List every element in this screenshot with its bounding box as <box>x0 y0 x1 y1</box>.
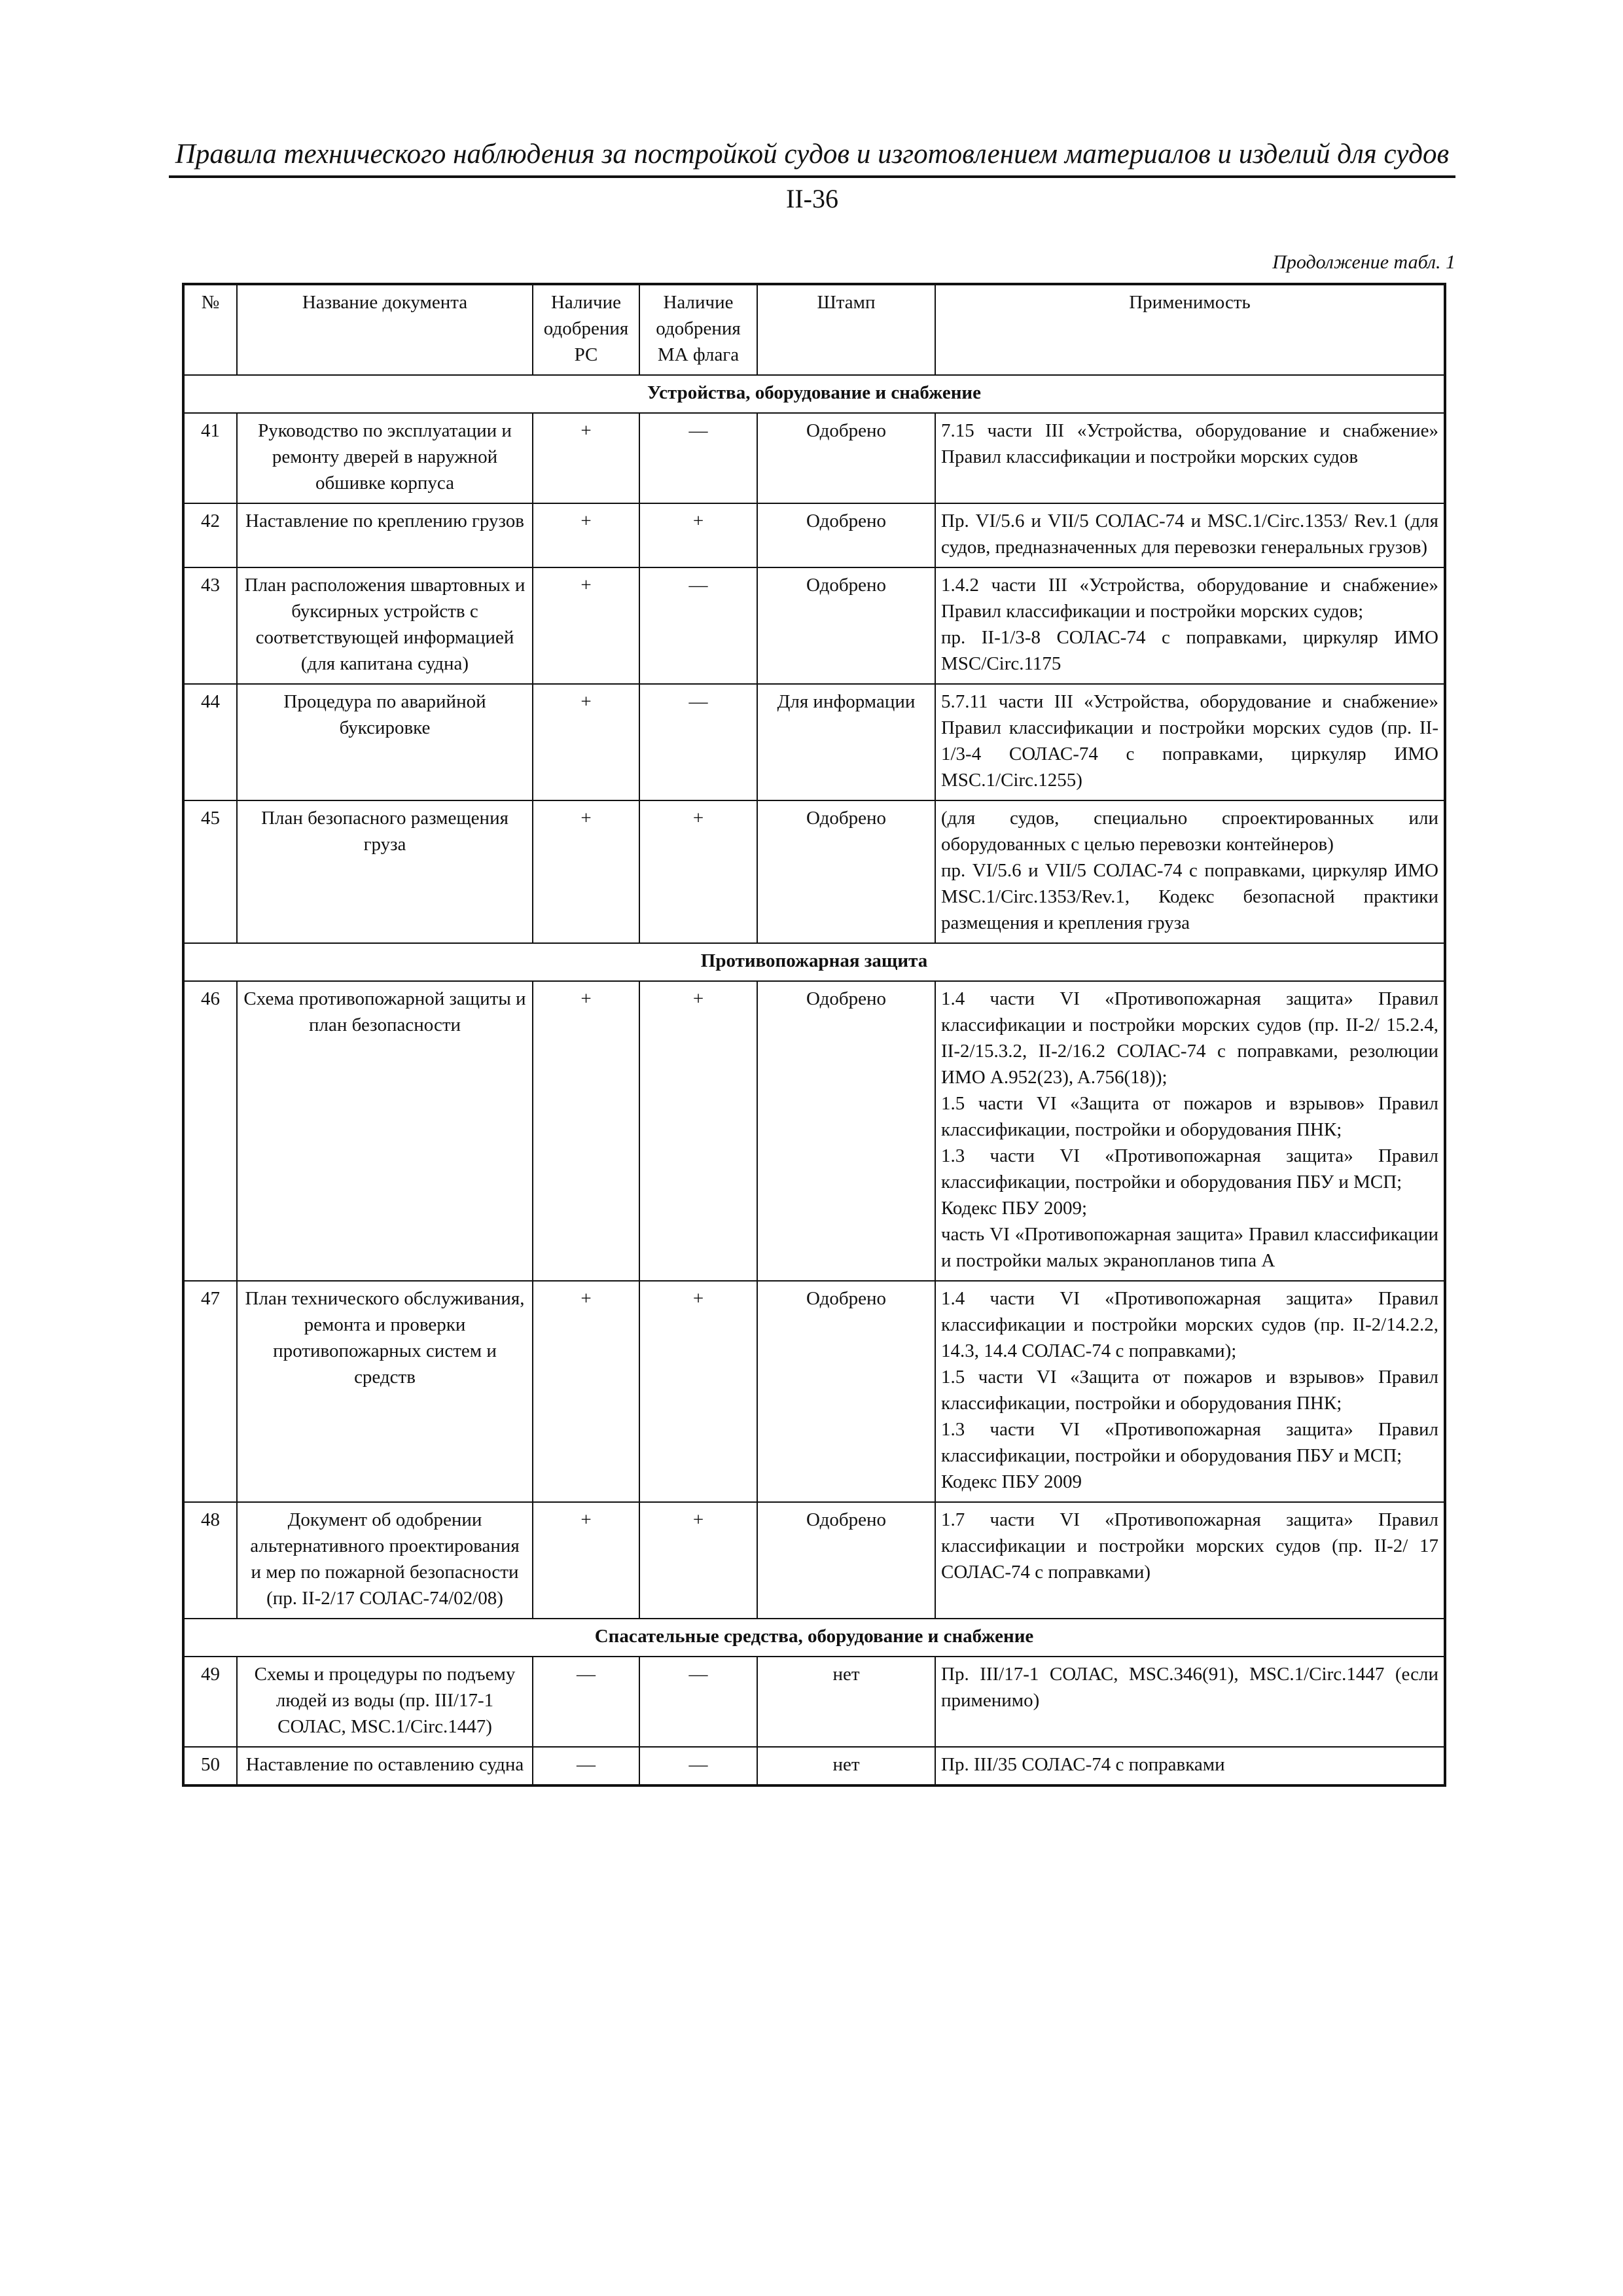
applicability-line: Пр. III/17-1 СОЛАС, MSC.346(91), MSC.1/Circ.1447 (если применимо) <box>941 1664 1438 1711</box>
row-number: 46 <box>183 981 237 1281</box>
stamp-value: Одобрено <box>757 503 935 567</box>
document-name: Наставление по оставлению судна <box>237 1747 533 1785</box>
applicability-line: (для судов, специально спроектированных или оборудованных с целью перевозки контейнеров) <box>941 808 1438 855</box>
table-row <box>183 1502 1445 1619</box>
row-number: 43 <box>183 567 237 684</box>
col-header-rs: Наличие одобрения РС <box>533 284 639 375</box>
applicability <box>935 684 1445 800</box>
document-name: План технического обслуживания, ремонта и проверки противопожарных систем и средств <box>237 1281 533 1502</box>
applicability-line: часть VI «Противопожарная защита» Правил классификации и постройки малых экранопланов типа А <box>941 1224 1438 1271</box>
flag-approval: + <box>639 1502 757 1619</box>
applicability-line: Пр. VI/5.6 и VII/5 СОЛАС-74 и MSC.1/Circ.1353/ Rev.1 (для судов, предназначенных для перевозки генеральных грузов) <box>941 511 1438 558</box>
stamp-value: Одобрено <box>757 1281 935 1502</box>
row-number: 44 <box>183 684 237 800</box>
document-name: Документ об одобрении альтернативного проектирования и мер по пожарной безопасности (пр. II-2/17 СОЛАС-74/02/08) <box>237 1502 533 1619</box>
page-number: II-36 <box>786 184 838 213</box>
rs-approval: + <box>533 503 639 567</box>
stamp-value: Одобрено <box>757 413 935 503</box>
row-number: 49 <box>183 1657 237 1747</box>
stamp-value: Одобрено <box>757 567 935 684</box>
table-row <box>183 503 1445 567</box>
col-header-flag: Наличие одобрения МА флага <box>639 284 757 375</box>
document-name: Наставление по креплению грузов <box>237 503 533 567</box>
rs-approval: + <box>533 684 639 800</box>
flag-approval: — <box>639 567 757 684</box>
applicability <box>935 1657 1445 1747</box>
row-number: 50 <box>183 1747 237 1785</box>
row-number: 48 <box>183 1502 237 1619</box>
section-row <box>183 375 1445 413</box>
page-header <box>169 137 1455 214</box>
table-row <box>183 684 1445 800</box>
table-row <box>183 413 1445 503</box>
flag-approval: — <box>639 1747 757 1785</box>
stamp-value: Одобрено <box>757 800 935 943</box>
table-row <box>183 567 1445 684</box>
applicability-line: 1.4.2 части III «Устройства, оборудование и снабжение» Правил классификации и постройки морских судов; <box>941 575 1438 622</box>
document-name: Схема противопожарной защиты и план безопасности <box>237 981 533 1281</box>
applicability <box>935 800 1445 943</box>
table-row <box>183 981 1445 1281</box>
table-row <box>183 800 1445 943</box>
applicability-line: 1.3 части VI «Противопожарная защита» Правил классификации, постройки и оборудования ПБУ и МСП; <box>941 1419 1438 1466</box>
applicability <box>935 567 1445 684</box>
applicability-line: 7.15 части III «Устройства, оборудование и снабжение» Правил классификации и постройки морских судов <box>941 420 1438 467</box>
rs-approval: — <box>533 1657 639 1747</box>
applicability <box>935 413 1445 503</box>
stamp-value: нет <box>757 1747 935 1785</box>
document-name: План расположения швартовных и буксирных устройств с соответствующей информацией (для капитана судна) <box>237 567 533 684</box>
applicability-line: 5.7.11 части III «Устройства, оборудование и снабжение» Правил классификации и постройки морских судов (пр. II-1/3-4 СОЛАС-74 с поправками, циркуляр ИМО MSC.1/Circ.1255) <box>941 691 1438 791</box>
applicability <box>935 1747 1445 1785</box>
applicability-line: Кодекс ПБУ 2009; <box>941 1198 1088 1219</box>
section-row <box>183 943 1445 981</box>
row-number: 42 <box>183 503 237 567</box>
table-row <box>183 1657 1445 1747</box>
row-number: 41 <box>183 413 237 503</box>
applicability-line: 1.4 части VI «Противопожарная защита» Правил классификации и постройки морских судов (пр. II-2/ 15.2.4, II-2/15.3.2, II-2/16.2 СОЛАС-74 с поправками, резолюции ИМО A.952(23), A.756(18)); <box>941 988 1438 1088</box>
applicability <box>935 981 1445 1281</box>
rs-approval: + <box>533 1502 639 1619</box>
header-rule <box>169 175 1455 178</box>
flag-approval: + <box>639 1281 757 1502</box>
document-name: План безопасного размещения груза <box>237 800 533 943</box>
rs-approval: + <box>533 981 639 1281</box>
applicability-line: 1.5 части VI «Защита от пожаров и взрывов» Правил классификации, постройки и оборудования ПНК; <box>941 1093 1438 1140</box>
applicability <box>935 1281 1445 1502</box>
table-header-row <box>183 284 1445 375</box>
section-title: Устройства, оборудование и снабжение <box>183 375 1445 413</box>
running-title: Правила технического наблюдения за постройкой судов и изготовлением материалов и изделий для судов <box>175 139 1450 170</box>
document-name: Руководство по эксплуатации и ремонту дверей в наружной обшивке корпуса <box>237 413 533 503</box>
applicability-line: 1.7 части VI «Противопожарная защита» Правил классификации и постройки морских судов (пр. II-2/ 17 СОЛАС-74 с поправками) <box>941 1509 1438 1583</box>
rs-approval: + <box>533 1281 639 1502</box>
section-title: Спасательные средства, оборудование и снабжение <box>183 1619 1445 1657</box>
flag-approval: + <box>639 800 757 943</box>
rs-approval: + <box>533 413 639 503</box>
row-number: 45 <box>183 800 237 943</box>
stamp-value: Одобрено <box>757 981 935 1281</box>
col-header-name: Название документа <box>237 284 533 375</box>
table-row <box>183 1747 1445 1785</box>
documents-table <box>182 283 1446 1787</box>
table-row <box>183 1281 1445 1502</box>
applicability-line: пр. II-1/3-8 СОЛАС-74 с поправками, циркуляр ИМО MSC/Circ.1175 <box>941 627 1438 674</box>
applicability-line: 1.3 части VI «Противопожарная защита» Правил классификации, постройки и оборудования ПБУ и МСП; <box>941 1145 1438 1193</box>
applicability-line: пр. VI/5.6 и VII/5 СОЛАС-74 с поправками, циркуляр ИМО MSC.1/Circ.1353/Rev.1, Кодекс безопасной практики размещения и крепления груза <box>941 860 1438 933</box>
flag-approval: + <box>639 503 757 567</box>
stamp-value: Одобрено <box>757 1502 935 1619</box>
section-title: Противопожарная защита <box>183 943 1445 981</box>
applicability <box>935 503 1445 567</box>
section-row <box>183 1619 1445 1657</box>
stamp-value: Для информации <box>757 684 935 800</box>
row-number: 47 <box>183 1281 237 1502</box>
flag-approval: — <box>639 1657 757 1747</box>
rs-approval: + <box>533 800 639 943</box>
table-caption: Продолжение табл. 1 <box>1272 251 1455 273</box>
col-header-num: № <box>183 284 237 375</box>
applicability-line: 1.5 части VI «Защита от пожаров и взрывов» Правил классификации, постройки и оборудования ПНК; <box>941 1367 1438 1414</box>
table-body <box>183 375 1445 1785</box>
flag-approval: + <box>639 981 757 1281</box>
applicability <box>935 1502 1445 1619</box>
flag-approval: — <box>639 684 757 800</box>
applicability-line: 1.4 части VI «Противопожарная защита» Правил классификации и постройки морских судов (пр. II-2/14.2.2, 14.3, 14.4 СОЛАС-74 с поправками); <box>941 1288 1438 1361</box>
col-header-applicability: Применимость <box>935 284 1445 375</box>
col-header-stamp: Штамп <box>757 284 935 375</box>
rs-approval: — <box>533 1747 639 1785</box>
stamp-value: нет <box>757 1657 935 1747</box>
applicability-line: Кодекс ПБУ 2009 <box>941 1471 1082 1492</box>
flag-approval: — <box>639 413 757 503</box>
document-name: Процедура по аварийной буксировке <box>237 684 533 800</box>
document-name: Схемы и процедуры по подъему людей из воды (пр. III/17-1 СОЛАС, MSC.1/Circ.1447) <box>237 1657 533 1747</box>
applicability-line: Пр. III/35 СОЛАС-74 с поправками <box>941 1754 1225 1775</box>
rs-approval: + <box>533 567 639 684</box>
